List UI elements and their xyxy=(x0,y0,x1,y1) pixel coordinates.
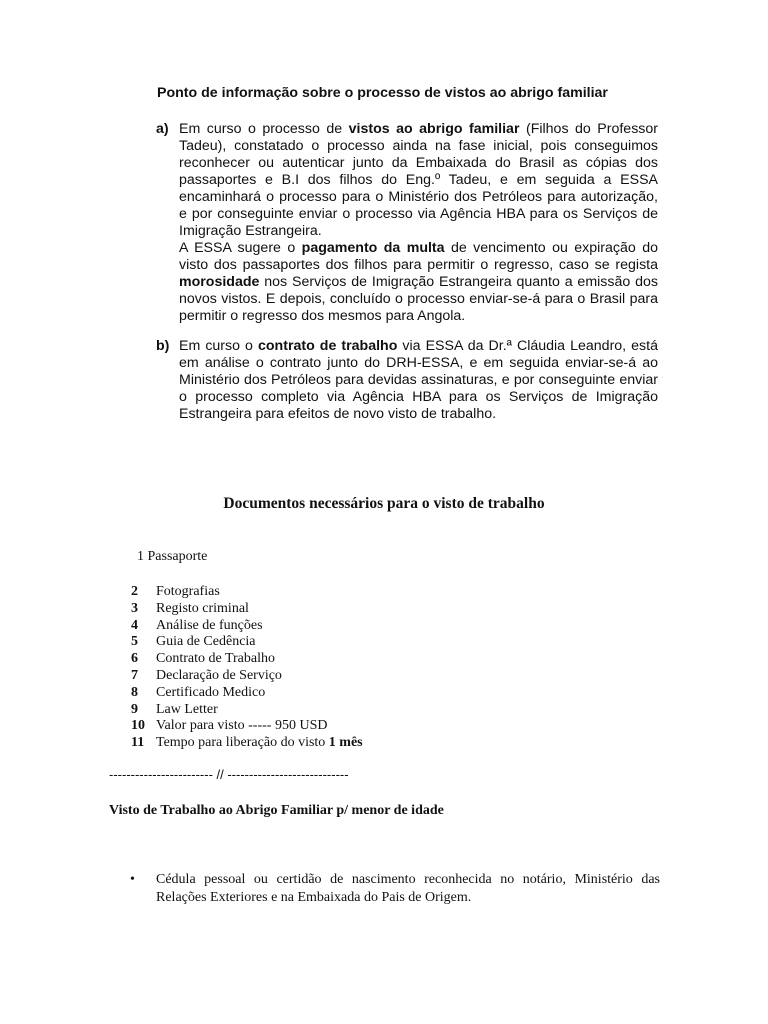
list-number: 2 xyxy=(131,584,138,599)
list-item xyxy=(131,735,363,752)
list-text: Fotografias xyxy=(156,584,220,599)
bold-run: morosidade xyxy=(179,274,260,290)
list-number: 8 xyxy=(131,684,138,700)
item-marker: b) xyxy=(156,338,170,354)
list-item xyxy=(131,651,275,668)
list-item xyxy=(131,634,256,651)
text-run: Em curso o processo de xyxy=(179,121,349,137)
bullet-icon: • xyxy=(130,872,135,887)
bold-run: vistos ao abrigo familiar xyxy=(348,121,520,137)
bold-run: contrato de trabalho xyxy=(258,338,398,354)
list-text: Análise de funções xyxy=(156,617,263,633)
item-paragraph xyxy=(179,240,658,325)
text-run: de vencimento ou expiração do visto dos passaportes dos filhos para permitir o regresso, caso se regista xyxy=(179,240,658,273)
text-run: via ESSA da Dr.ª Cláudia Leandro, está em análise o contrato junto do DRH-ESSA, e em seguida enviar-se-á ao Ministério dos Petróleos para devidas assinaturas, e por conseguinte enviar o processo completo via Agência HBA para os Serviços de Imigração Estrangeira para efeitos de novo visto de trabalho. xyxy=(179,338,658,422)
list-text: Certificado Medico xyxy=(156,684,266,700)
list-number: 6 xyxy=(131,651,138,667)
list-number: 7 xyxy=(131,667,138,683)
list-number: 4 xyxy=(131,617,138,633)
item-a xyxy=(156,121,658,325)
item-body xyxy=(179,338,658,423)
documents-heading: Documentos necessários para o visto de trabalho xyxy=(223,495,545,512)
list-text: Contrato de Trabalho xyxy=(156,651,275,667)
item-paragraph xyxy=(179,121,658,240)
text-run: A ESSA sugere o xyxy=(179,240,302,256)
list-text xyxy=(156,735,363,752)
item-b xyxy=(156,338,658,423)
list-number: 9 xyxy=(131,701,138,717)
text-run: (Filhos do Professor Tadeu), constatado o processo ainda na fase inicial, pois conseguimos reconhecer ou autenticar junto da Embaixada do Brasil as cópias dos passaportes e B.I dos filhos do Eng.º Tadeu, e em seguida a ESSA encaminhará o processo para o Ministério dos Petróleos para autorização, e por conseguinte enviar o processo via Agência HBA para os Serviços de Imigração Estrangeira. xyxy=(179,121,659,239)
list-text: Guia de Cedência xyxy=(156,634,256,650)
item-paragraph xyxy=(179,338,658,423)
document-title: Ponto de informação sobre o processo de vistos ao abrigo familiar xyxy=(157,85,608,101)
list-text: Valor para visto ----- 950 USD xyxy=(156,718,328,734)
item-marker: a) xyxy=(156,121,169,137)
bold-run: pagamento da multa xyxy=(301,240,445,256)
list-item xyxy=(131,667,282,685)
text-run: Tempo para liberação do visto xyxy=(156,735,329,751)
list-number: 5 xyxy=(131,634,138,650)
list-text: Declaração de Serviço xyxy=(156,667,282,683)
bold-run: 1 mês xyxy=(328,735,363,751)
bullet-item xyxy=(130,871,660,907)
list-item xyxy=(131,584,220,601)
list-text: Law Letter xyxy=(156,701,218,717)
document-item-passport: 1 Passaporte xyxy=(137,549,208,564)
list-number: 3 xyxy=(131,600,138,616)
text-run: nos Serviços de Imigração Estrangeira quanto a emissão dos novos vistos. E depois, concluído o processo enviar-se-á para o Brasil para permitir o regresso dos mesmos para Angola. xyxy=(179,274,658,324)
bullet-text: Cédula pessoal ou certidão de nascimento reconhecida no notário, Ministério das Relações Exteriores e na Embaixada do Pais de Origem. xyxy=(156,872,660,905)
documents-list xyxy=(131,584,363,752)
text-run: Em curso o xyxy=(179,338,258,354)
section-separator: ------------------------ // ---------------------------- xyxy=(109,767,349,782)
list-item xyxy=(131,718,328,735)
item-body xyxy=(179,121,658,325)
list-item xyxy=(131,701,218,719)
list-text: Registo criminal xyxy=(156,600,249,616)
list-number: 11 xyxy=(131,735,145,751)
list-item xyxy=(131,684,266,702)
minor-visa-heading: Visto de Trabalho ao Abrigo Familiar p/ menor de idade xyxy=(109,803,444,818)
list-number: 10 xyxy=(131,718,145,734)
list-item xyxy=(131,600,249,618)
list-item xyxy=(131,617,263,635)
